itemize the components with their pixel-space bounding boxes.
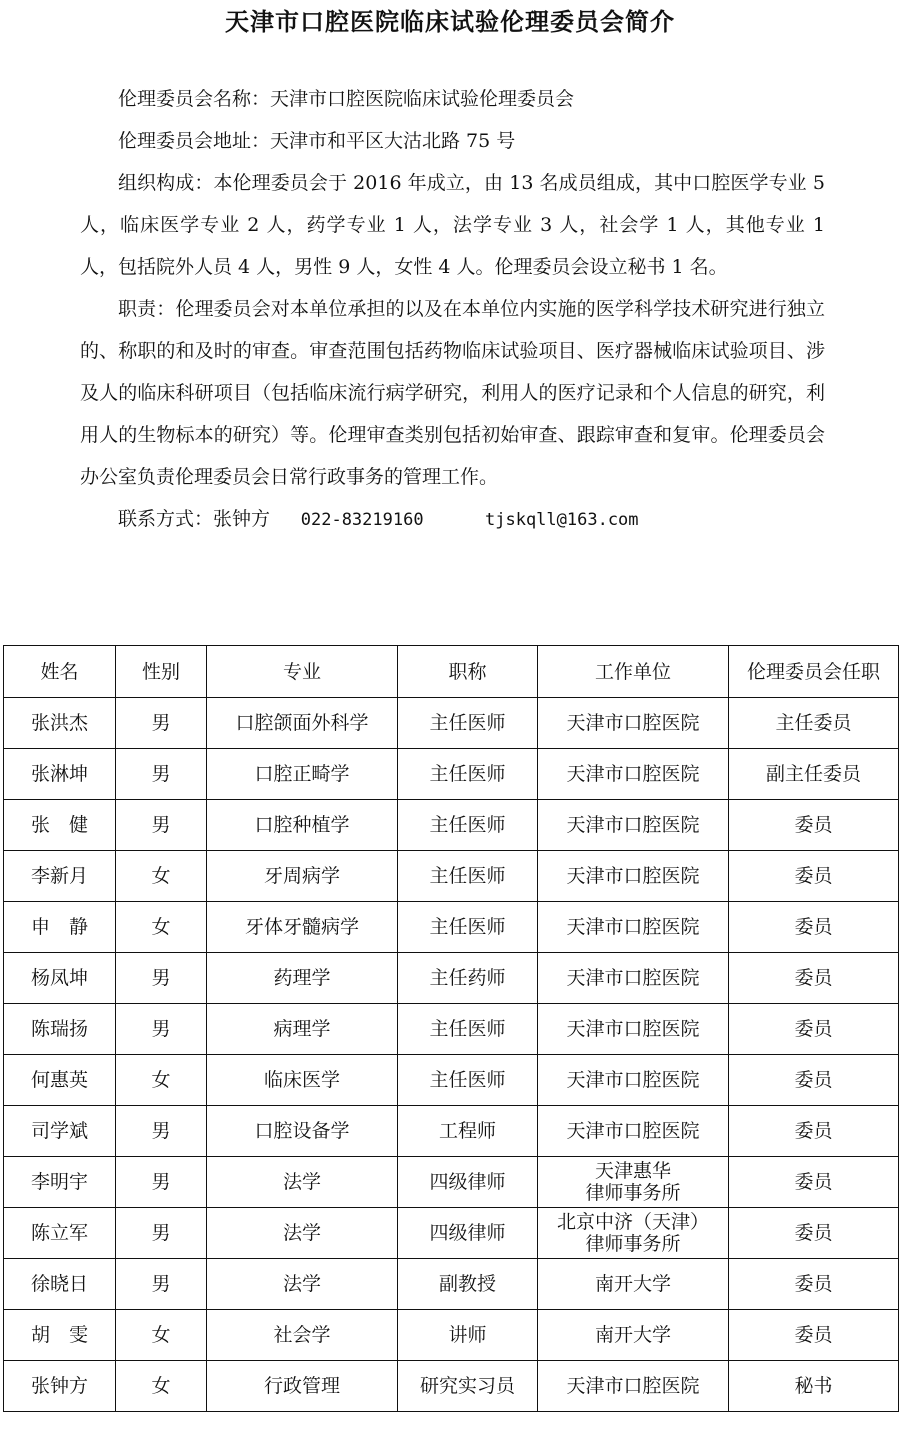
member-gender: 女 [116,902,207,953]
committee-name: 伦理委员会名称：天津市口腔医院临床试验伦理委员会 [118,88,575,110]
member-workplace: 天津市口腔医院 [538,749,729,800]
member-specialty: 社会学 [207,1310,398,1361]
member-gender: 男 [116,749,207,800]
member-gender: 男 [116,1157,207,1208]
member-workplace: 天津市口腔医院 [538,698,729,749]
member-gender: 女 [116,1361,207,1412]
member-workplace: 天津惠华 律师事务所 [538,1157,729,1208]
member-name: 张淋坤 [4,749,116,800]
table-row [4,1259,899,1310]
member-position: 委员 [729,851,899,902]
member-gender: 女 [116,1310,207,1361]
table-row [4,1004,899,1055]
member-position: 秘书 [729,1361,899,1412]
member-position: 委员 [729,1157,899,1208]
member-gender: 男 [116,953,207,1004]
member-name: 张洪杰 [4,698,116,749]
member-title: 主任医师 [398,749,538,800]
contact-person: 张钟方 [213,508,271,530]
member-position: 委员 [729,1055,899,1106]
member-name: 司学斌 [4,1106,116,1157]
contact-line [80,498,825,541]
table-row [4,902,899,953]
member-title: 工程师 [398,1106,538,1157]
page-title: 天津市口腔医院临床试验伦理委员会简介 [225,8,675,36]
member-name: 陈瑞扬 [4,1004,116,1055]
member-name: 张 健 [4,800,116,851]
header-specialty: 专业 [207,646,398,698]
member-name: 张钟方 [4,1361,116,1412]
contact-email: tjskqll@163.com [485,510,639,530]
member-specialty: 口腔设备学 [207,1106,398,1157]
member-position: 委员 [729,1004,899,1055]
table-row [4,1361,899,1412]
member-specialty: 法学 [207,1157,398,1208]
header-title: 职称 [398,646,538,698]
member-title: 主任医师 [398,698,538,749]
contact-phone: 022-83219160 [300,510,424,530]
member-workplace: 天津市口腔医院 [538,1004,729,1055]
member-title: 四级律师 [398,1208,538,1259]
member-title: 主任药师 [398,953,538,1004]
member-title: 主任医师 [398,1055,538,1106]
header-gender: 性别 [116,646,207,698]
header-position: 伦理委员会任职 [729,646,899,698]
member-workplace: 天津市口腔医院 [538,800,729,851]
header-workplace: 工作单位 [538,646,729,698]
member-specialty: 药理学 [207,953,398,1004]
member-name: 陈立军 [4,1208,116,1259]
member-position: 委员 [729,1310,899,1361]
intro-section [80,78,825,541]
table-row [4,698,899,749]
table-header-row [4,646,899,698]
organization-paragraph: 组织构成：本伦理委员会于 2016 年成立，由 13 名成员组成，其中口腔医学专业 5 人，临床医学专业 2 人，药学专业 1 人，法学专业 3 人，社会学 1 人，其他专业 1 人，包括院外人员 4 人，男性 9 人，女性 4 人。伦理委员会设立秘书 1 名。 [80,172,825,278]
member-workplace: 天津市口腔医院 [538,953,729,1004]
member-gender: 男 [116,1259,207,1310]
contact-label: 联系方式： [118,508,214,530]
member-specialty: 口腔颌面外科学 [207,698,398,749]
member-title: 主任医师 [398,851,538,902]
member-workplace: 南开大学 [538,1259,729,1310]
member-specialty: 法学 [207,1259,398,1310]
member-name: 徐晓日 [4,1259,116,1310]
table-row [4,749,899,800]
member-workplace: 天津市口腔医院 [538,851,729,902]
member-gender: 女 [116,1055,207,1106]
member-name: 何惠英 [4,1055,116,1106]
table-row [4,1310,899,1361]
member-title: 主任医师 [398,1004,538,1055]
table-row [4,1157,899,1208]
member-gender: 男 [116,800,207,851]
member-specialty: 牙周病学 [207,851,398,902]
member-specialty: 口腔正畸学 [207,749,398,800]
member-title: 讲师 [398,1310,538,1361]
member-title: 主任医师 [398,902,538,953]
member-specialty: 病理学 [207,1004,398,1055]
member-name: 申 静 [4,902,116,953]
member-specialty: 临床医学 [207,1055,398,1106]
member-position: 副主任委员 [729,749,899,800]
member-position: 委员 [729,1208,899,1259]
member-specialty: 牙体牙髓病学 [207,902,398,953]
table-row [4,953,899,1004]
member-workplace: 天津市口腔医院 [538,1106,729,1157]
header-name: 姓名 [4,646,116,698]
member-gender: 男 [116,1004,207,1055]
member-gender: 男 [116,698,207,749]
table-row [4,1208,899,1259]
member-workplace: 天津市口腔医院 [538,902,729,953]
member-position: 委员 [729,800,899,851]
member-gender: 女 [116,851,207,902]
member-workplace: 北京中济（天津） 律师事务所 [538,1208,729,1259]
member-specialty: 行政管理 [207,1361,398,1412]
member-specialty: 口腔种植学 [207,800,398,851]
member-name: 胡 雯 [4,1310,116,1361]
member-title: 主任医师 [398,800,538,851]
table-row [4,851,899,902]
member-position: 委员 [729,902,899,953]
table-row [4,800,899,851]
member-workplace: 天津市口腔医院 [538,1055,729,1106]
member-specialty: 法学 [207,1208,398,1259]
member-position: 委员 [729,1259,899,1310]
member-position: 委员 [729,1106,899,1157]
member-title: 四级律师 [398,1157,538,1208]
member-title: 研究实习员 [398,1361,538,1412]
member-position: 委员 [729,953,899,1004]
member-table [3,645,899,1412]
member-title: 副教授 [398,1259,538,1310]
table-body [4,698,899,1412]
committee-address: 伦理委员会地址：天津市和平区大沽北路 75 号 [118,130,516,152]
member-name: 李新月 [4,851,116,902]
member-position: 主任委员 [729,698,899,749]
member-gender: 男 [116,1106,207,1157]
member-workplace: 天津市口腔医院 [538,1361,729,1412]
duties-paragraph: 职责：伦理委员会对本单位承担的以及在本单位内实施的医学科学技术研究进行独立的、称职的和及时的审查。审查范围包括药物临床试验项目、医疗器械临床试验项目、涉及人的临床科研项目（包括临床流行病学研究，利用人的医疗记录和个人信息的研究，利用人的生物标本的研究）等。伦理审查类别包括初始审查、跟踪审查和复审。伦理委员会办公室负责伦理委员会日常行政事务的管理工作。 [80,298,825,488]
member-workplace: 南开大学 [538,1310,729,1361]
member-name: 李明宇 [4,1157,116,1208]
table-row [4,1106,899,1157]
member-gender: 男 [116,1208,207,1259]
table-row [4,1055,899,1106]
member-name: 杨凤坤 [4,953,116,1004]
